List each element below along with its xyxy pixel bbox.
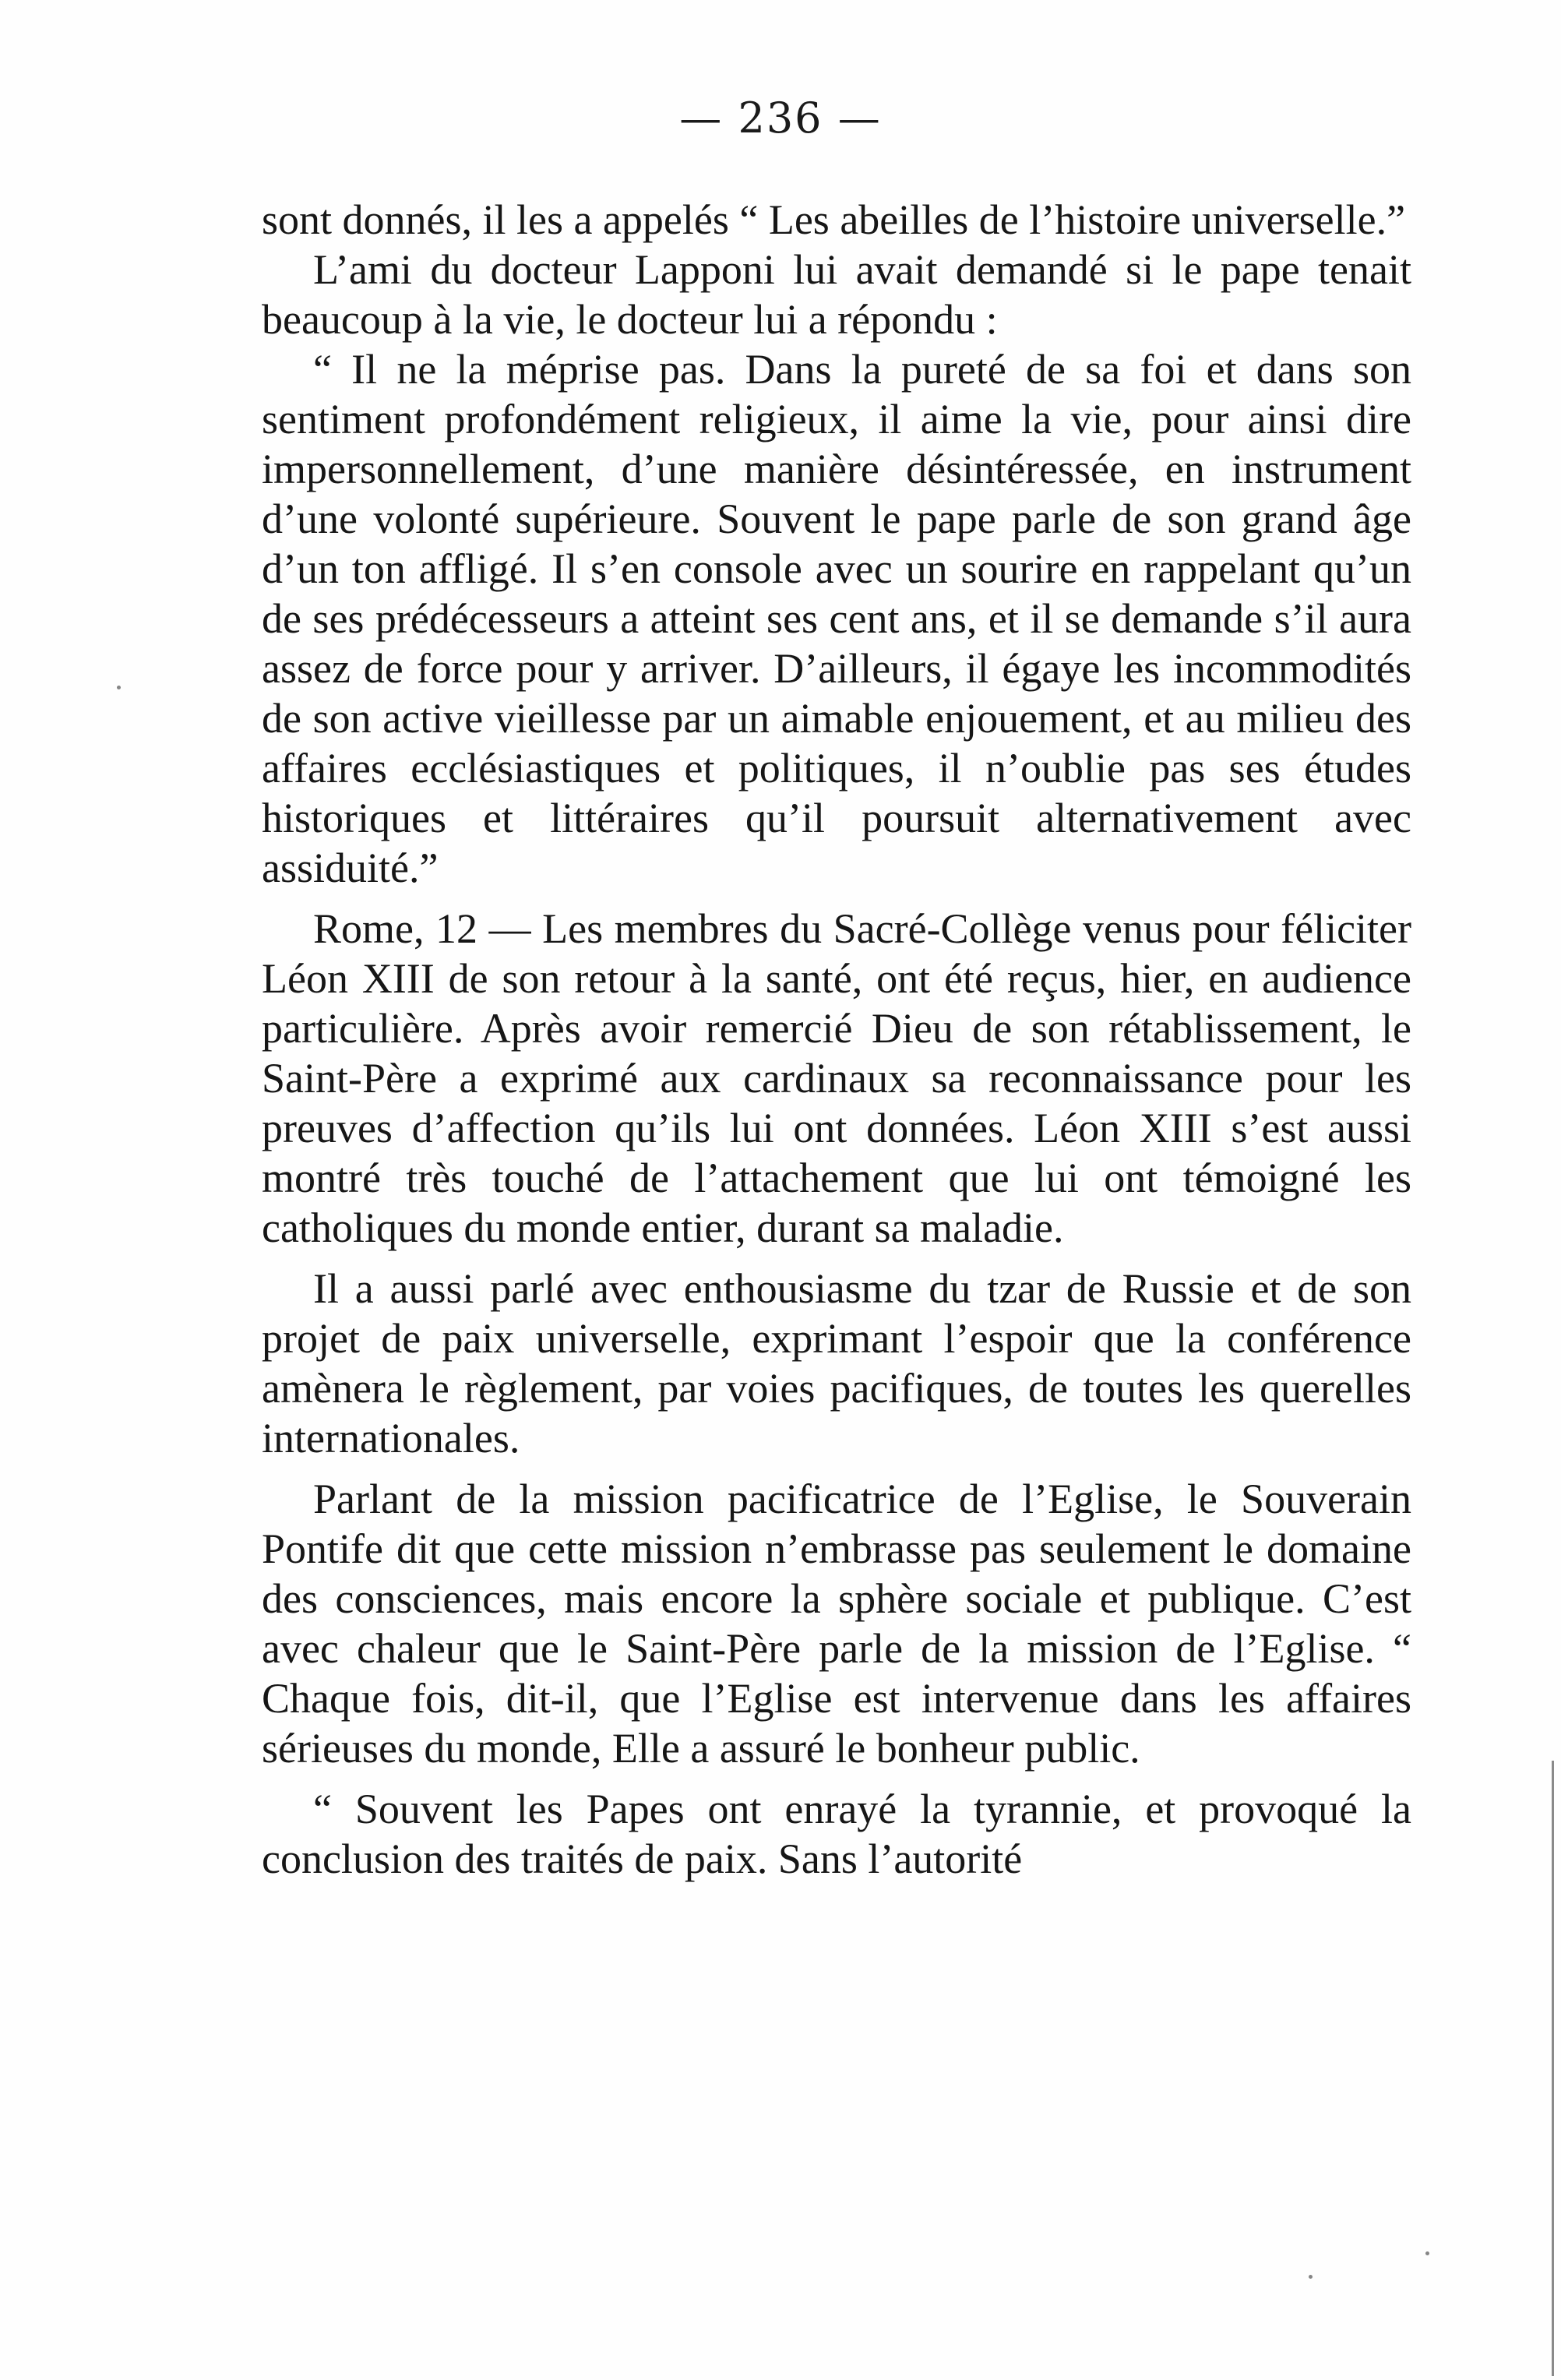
body-text <box>262 195 1411 1884</box>
scan-speck <box>1309 2275 1313 2279</box>
paragraph-lapponi-quote: “ Il ne la méprise pas. Dans la pureté de sa foi et dans son sentiment profondément religieux, il aime la vie, pour ainsi dire impersonnellement, d’une manière désintéressée, en instrument d’une volonté supérieure. Souvent le pape parle de son grand âge d’un ton affligé. Il s’en console avec un sourire en rappelant qu’un de ses prédécesseurs a atteint ses cent ans, et il se demande s’il aura assez de force pour y arriver. D’ailleurs, il égaye les incommodités de son active vieillesse par un aimable enjouement, et au milieu des affaires ecclésiastiques et politiques, il n’oublie pas ses études historiques et littéraires qu’il poursuit alternativement avec assiduité.” <box>262 346 1411 891</box>
paragraph-continuation: sont donnés, il les a appelés “ Les abeilles de l’histoire universelle.” <box>262 196 1406 243</box>
paragraph-popes-tyranny: “ Souvent les Papes ont enrayé la tyrannie, et provoqué la conclusion des traités de paix. Sans l’autorité <box>262 1786 1411 1882</box>
paragraph-rome-dispatch: Rome, 12 — Les membres du Sacré-Collège venus pour féliciter Léon XIII de son retour à la santé, ont été reçus, hier, en audience particulière. Après avoir remercié Dieu de son rétablissement, le Saint-Père a exprimé aux cardinaux sa reconnaissance pour les preuves d’affection qu’ils lui ont données. Léon XIII s’est aussi montré très touché de l’attachement que lui ont témoigné les catholiques du monde entier, durant sa maladie. <box>262 905 1411 1251</box>
paragraph-tzar-peace: Il a aussi parlé avec enthousiasme du tzar de Russie et de son projet de paix universelle, exprimant l’espoir que la conférence amènera le règlement, par voies pacifiques, de toutes les querelles internationales. <box>262 1265 1411 1461</box>
scan-edge-mark <box>1552 1761 1554 2376</box>
page-number: — 236 — <box>679 93 882 143</box>
paragraph-lapponi-question: L’ami du docteur Lapponi lui avait demandé si le pape tenait beaucoup à la vie, le docteur lui a répondu : <box>262 246 1411 343</box>
paragraph-church-mission: Parlant de la mission pacificatrice de l’Eglise, le Souverain Pontife dit que cette mission n’embrasse pas seulement le domaine des consciences, mais encore la sphère sociale et publique. C’est avec chaleur que le Saint-Père parle de la mission de l’Eglise. “ Chaque fois, dit-il, que l’Eglise est intervenue dans les affaires sérieuses du monde, Elle a assuré le bonheur public. <box>262 1476 1411 1772</box>
scan-speck <box>117 686 121 689</box>
scan-speck <box>1425 2251 1429 2255</box>
